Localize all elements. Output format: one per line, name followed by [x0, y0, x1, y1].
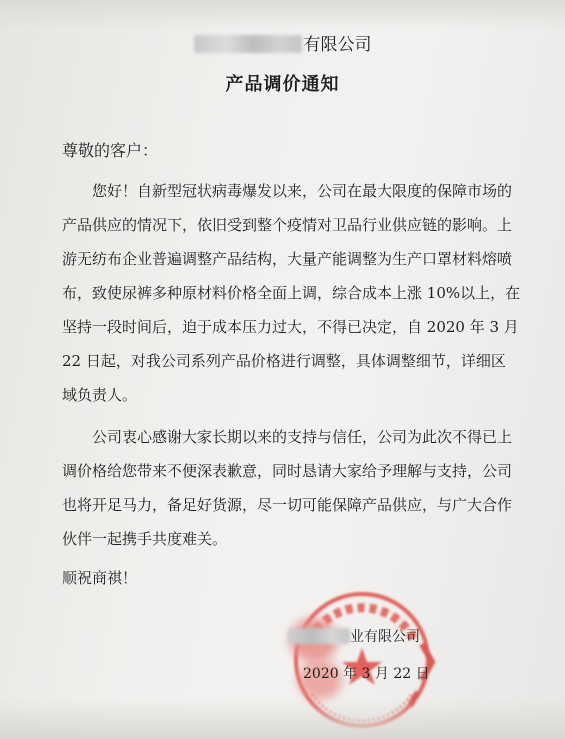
paragraph-line: 您好！自新型冠状病毒爆发以来，公司在最大限度的保障市场的	[92, 182, 513, 200]
body-paragraph-1	[62, 174, 520, 412]
body-paragraph-2	[62, 420, 512, 556]
redacted-company-name	[288, 628, 350, 644]
paragraph-line: 调价格给您带来不便深表歉意，同时恳请大家给予理解与支持，公司	[62, 462, 513, 480]
paper-top-shadow	[0, 0, 565, 30]
paragraph-line: 游无纺布企业普遍调整产品结构，大量产能调整为生产口罩材料熔喷	[62, 250, 513, 268]
signature-date: 2020 年 3 月 22 日	[303, 666, 430, 682]
closing-salutation: 顺祝商祺！	[62, 569, 138, 587]
signature-company-suffix: 业有限公司	[350, 629, 420, 645]
document-title: 产品调价通知	[225, 74, 340, 95]
paragraph-line: 也将开足马力，备足好货源，尽一切可能保障产品供应，与广大合作	[62, 496, 513, 514]
paragraph-line: 22 日起，对我公司系列产品价格进行调整，具体调整细节，详细区	[62, 352, 506, 370]
paper-bottom-shadow	[0, 699, 565, 739]
paragraph-line: 伙伴一起携手共度难关。	[62, 530, 228, 548]
signature-company	[288, 626, 420, 646]
paragraph-line: 布，致使尿裤多种原材料价格全面上调，综合成本上涨 10%以上，在	[62, 284, 521, 302]
greeting: 尊敬的客户：	[62, 141, 159, 160]
paragraph-line: 产品供应的情况下，依旧受到整个疫情对卫品行业供应链的影响。上	[62, 216, 513, 234]
paragraph-line: 坚持一段时间后，迫于成本压力过大，不得已决定，自 2020 年 3 月	[62, 318, 519, 336]
paragraph-line: 公司衷心感谢大家长期以来的支持与信任，公司为此次不得已上	[92, 428, 513, 446]
redacted-company-name	[194, 35, 302, 53]
paragraph-line: 域负责人。	[62, 386, 138, 404]
company-name-header	[0, 30, 565, 55]
company-suffix: 有限公司	[303, 35, 372, 55]
